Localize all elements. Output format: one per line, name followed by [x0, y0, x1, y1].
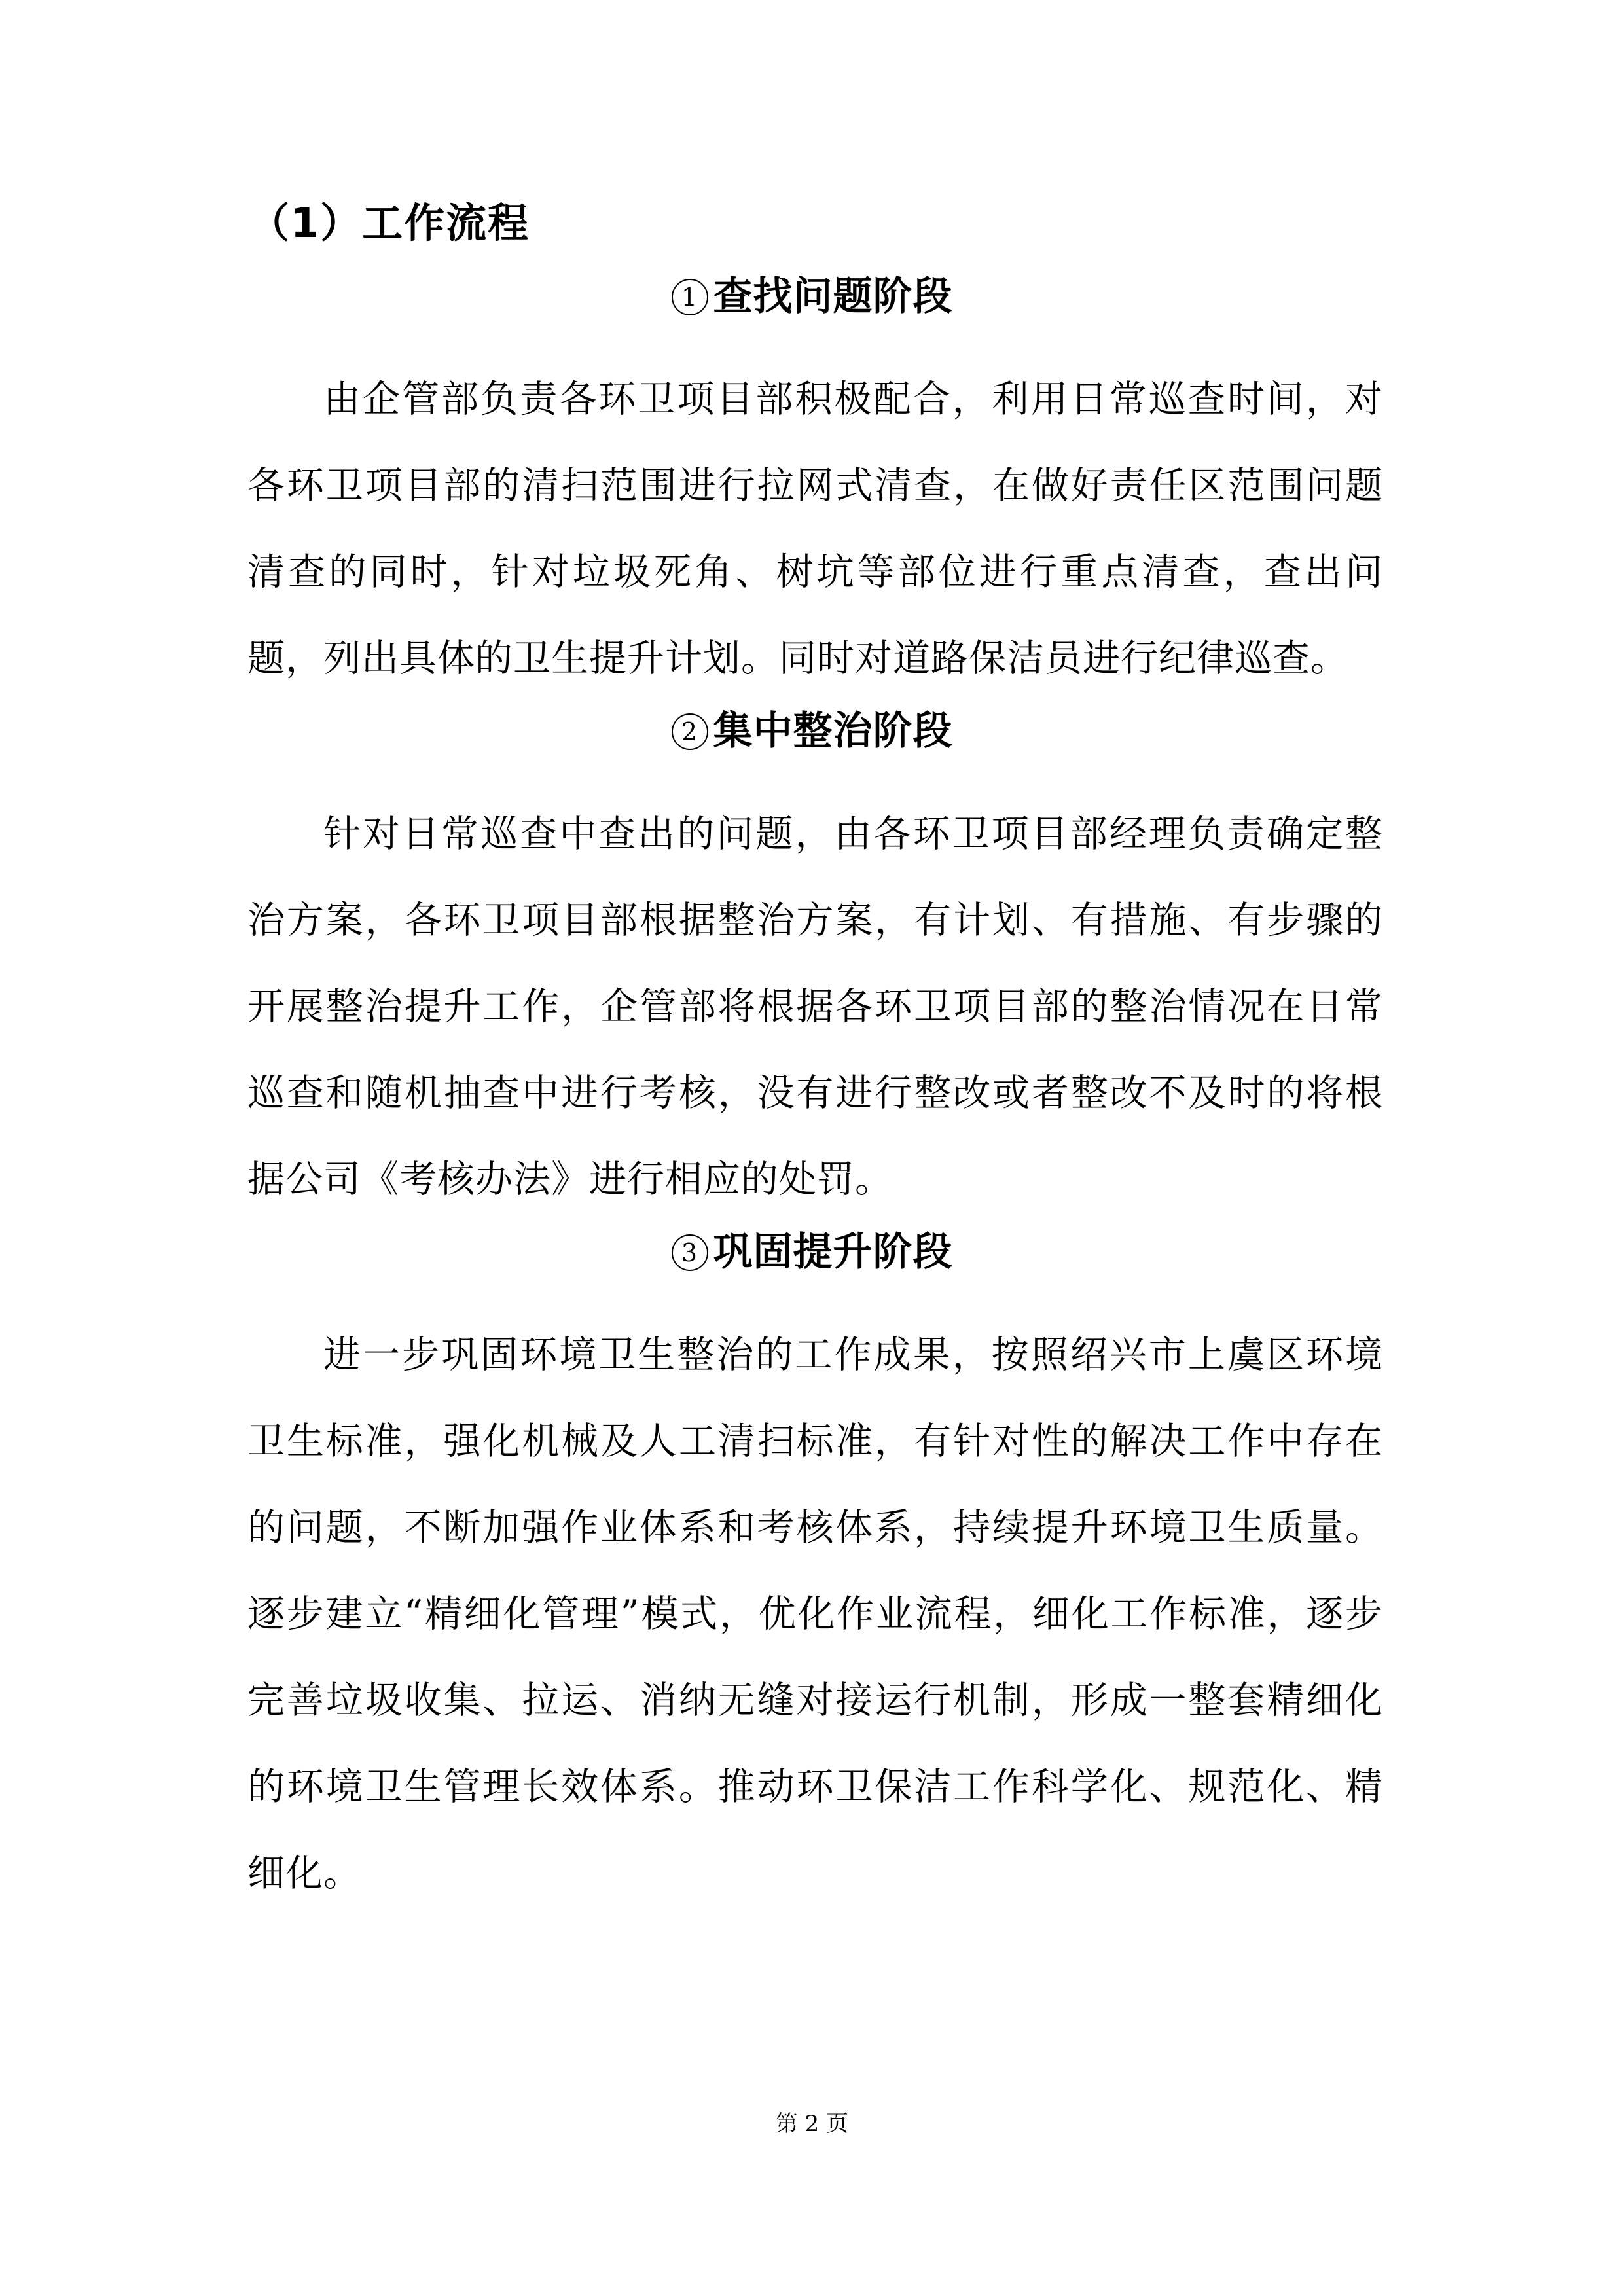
section-heading: （1）工作流程: [249, 199, 530, 247]
stage-1-number: 1: [672, 279, 708, 315]
stage-1-title: 查找问题阶段: [713, 274, 953, 319]
stage-1-paragraph: 由企管部负责各环卫项目部积极配合，利用日常巡查时间，对各环卫项目部的清扫范围进行拉网式清查，在做好责任区范围问题清查的同时，针对垃圾死角、树坑等部位进行重点清查，查出问题，列出具体的卫生提升计划。同时对道路保洁员进行纪律巡查。: [247, 378, 1383, 680]
stage-2-number: 2: [672, 713, 708, 750]
stage-3-number: 3: [672, 1234, 708, 1271]
stage-2-title: 集中整治阶段: [713, 708, 953, 754]
stage-1-heading: [0, 267, 1624, 326]
page-number-footer: 第 2 页: [775, 2111, 849, 2137]
stage-2-paragraph: 针对日常巡查中查出的问题，由各环卫项目部经理负责确定整治方案，各环卫项目部根据整治方案，有计划、有措施、有步骤的开展整治提升工作，企管部将根据各环卫项目部的整治情况在日常巡查和随机抽查中进行考核，没有进行整改或者整改不及时的将根据公司《考核办法》进行相应的处罚。: [247, 812, 1383, 1201]
stage-3-heading: [0, 1223, 1624, 1282]
stage-3-title: 巩固提升阶段: [713, 1229, 953, 1275]
stage-2-heading: [0, 702, 1624, 761]
stage-3-paragraph: 进一步巩固环境卫生整治的工作成果，按照绍兴市上虞区环境卫生标准，强化机械及人工清扫标准，有针对性的解决工作中存在的问题，不断加强作业体系和考核体系，持续提升环境卫生质量。逐步建立“精细化管理”模式，优化作业流程，细化工作标准，逐步完善垃圾收集、拉运、消纳无缝对接运行机制，形成一整套精细化的环境卫生管理长效体系。推动环卫保洁工作科学化、规范化、精细化。: [247, 1333, 1383, 1895]
